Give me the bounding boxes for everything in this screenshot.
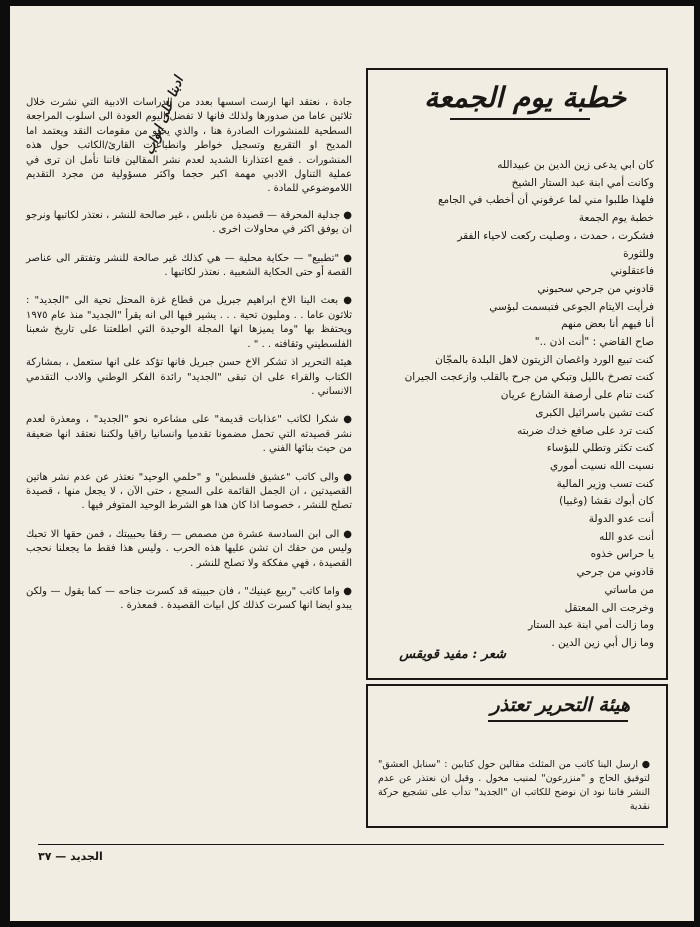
left-column xyxy=(26,86,352,841)
poem-line: وكانت أمي ابنة عبد الستار الشيخ xyxy=(511,176,654,189)
footer-label: الجديد — ٣٧ xyxy=(38,850,103,863)
poem-line: كنت تكثر وتطلي للبؤساء xyxy=(546,442,654,455)
poem-line: صاح القاضي : "أنت اذن .." xyxy=(534,336,654,348)
poem-line: كنت تسب وزير المالية xyxy=(556,477,654,490)
poem-title-underline xyxy=(450,118,590,120)
poem-line: كان أبوك نقشا (وغبيا) xyxy=(559,495,654,508)
left-column-paragraph: ● جدلية المحرقة — قصيدة من نابلس ، غير صالحة للنشر ، نعتذر لكاتبها ونرجو ان يوفق اكثر في محاولات اخرى . xyxy=(26,209,352,236)
poem-line: أنا فيهم أنا بعض منهم xyxy=(561,318,654,331)
poem-line: نسيت الله نسيت أموري xyxy=(549,459,654,472)
editorial-heading: هيئة التحرير تعتذر xyxy=(490,694,630,716)
poem-line: فشكرت ، حمدت ، وصليت ركعت لاحياء الفقر xyxy=(457,229,654,242)
poem-line: قادوني من جرحي سحبوني xyxy=(537,282,654,295)
left-column-paragraph: ● واما كاتب "ربيع عينيك" ، فان حبيبته قد كسرت جناحه — كما يقول — ولكن يبدو ايضا انها كسرت كذلك كل ابيات القصيدة . فمعذرة . xyxy=(26,585,352,612)
poem-line: وما زالت أمي ابنة عبد الستار xyxy=(528,619,654,632)
poem-line: يا حراس خذوه xyxy=(590,548,654,561)
poem-line: كنت ترد على صافع خدك ضربته xyxy=(517,424,654,437)
poem-line: كان ابي يدعى زين الدين بن عبيدالله xyxy=(497,159,654,171)
poem-line: كنت تشين باسرائيل الكبرى xyxy=(535,406,654,419)
footer-rule xyxy=(38,844,664,845)
poem-title: خطبة يوم الجمعة xyxy=(424,81,626,114)
poem-author: شعر : مفيد قويقس xyxy=(399,647,506,662)
left-column-paragraph: جادة ، نعتقد انها ارست اسسها بعدد من الدراسات الادبية التي نشرت خلال ثلاثين عاما من صدورها ولذلك فانها لا تفضل اليوم العودة الى اسلوب المراجعة السطحية للمنشورات الصادرة هنا ، والذي يخلو من مقومات النقد ويعتمد اما المديح او التقريع وتسجيل خواطر وانطباعات القارئ/الكاتب حول هذه المنشورات . فمع اعتذارنا الشديد لعدم نشر المقالين فاننا نأمل ان ترى في عملية التناول الادبي مهمة اكبر حجما واكثر مسؤولية من مجرد التقديم اللاموضوعي للمادة . xyxy=(26,97,352,195)
editorial-text: ● ارسل الينا كاتب من المثلث مقالين حول كتابين : "سنابل العشق" لتوفيق الحاج و "منزرعون" لمنيب مخول . وقبل ان نعتذر عن عدم النشر فاننا نود ان نوضح للكاتب ان "الجديد" تدأب على تشجيع حركة نقدية xyxy=(378,759,650,812)
poem-line: أنت عدو الدولة xyxy=(588,513,654,525)
poem-line: كنت تصرخ بالليل وتبكي من جرح بالقلب وازعجت الجيران xyxy=(404,371,654,384)
left-column-paragraph: هيئة التحرير اذ تشكر الاخ حسن جبريل فانها تؤكد على انها ستعمل ، بمشاركة الكتاب والقراء على ان تبقى "الجديد" رائدة الفكر الوطني والادب التقدمي الانساني . xyxy=(26,357,352,397)
poem-line: كنت تنام على أرصفة الشارع عريان xyxy=(500,389,654,402)
poem-line: من ماساتي xyxy=(604,583,654,596)
left-column-paragraph: ● الى ابن السادسة عشرة من مصمص — رفقا بحبيبتك ، فمن حقها الا تحبك وليس من حقك ان تشن عليها هذه الحرب . وليس هذا فقط ما يجعلنا نحجب القصيدة ، فهي مفككة ولا تصلح للنشر . xyxy=(26,528,352,569)
left-column-paragraph: ● والى كاتب "عشيق فلسطين" و "حلمي الوحيد" نعتذر عن عدم نشر هاتين القصيدتين ، ان الجمل القائمة على السجع ، حتى الآن ، لا يجعل منها ، قصيدة تصلح للنشر ، خصوصا اذا كان هذا هو الشرط الوحيد المتوفر فيها . xyxy=(26,471,352,512)
left-column-paragraph: ● بعث الينا الاخ ابراهيم جبريل من قطاع غزة المحتل تحية الى "الجديد" : ثلاثون عاما . . ومليون تحية . . . يشير فيها الى انه يقرأ "الجديد" منذ عام ١٩٧٥ ويحتفظ بها "وما يميزها انها المجلة الوحيدة التي اطلعتنا على تاريخ شعبنا الفلسطيني وثقافته . . " . xyxy=(26,295,352,350)
poem-line: كنت تبيع الورد واغصان الزيتون لاهل البلدة بالمجّان xyxy=(435,353,654,366)
poem-line: أنت عدو الله xyxy=(599,530,654,543)
magazine-page xyxy=(10,6,694,921)
poem-line: فلهذا طلبوا مني لما عرفوني أن أخطب في الجامع xyxy=(437,194,654,207)
side-heading: ادبنا على ابواب xyxy=(142,74,187,157)
poem-line: وللثورة xyxy=(623,247,654,260)
poem-line: وخرجت الى المعتقل xyxy=(564,601,654,614)
poem-line: وما زال أبي زين الدين . xyxy=(551,636,654,649)
poem-line: فرأيت الايتام الجوعى فتبسمت لبؤسي xyxy=(489,300,654,313)
editorial-heading-underline xyxy=(488,720,628,722)
left-column-paragraph: ● شكرا لكاتب "عذابات قديمة" على مشاعره نحو "الجديد" ، ومعذرة لعدم نشر قصيدته التي تحمل مضمونا تقدميا وانسانيا راقيا ولكننا نعتقد انها ضعيفة من حيث بنائها الفني . xyxy=(26,414,352,455)
poem-line: خطبة يوم الجمعة xyxy=(578,212,654,225)
left-column-paragraph: ● "تطبيع" — حكاية محلية — هي كذلك غير صالحة للنشر وتفتقر الى عناصر القصة أو حتى الحكاية الشعبية . نعتذر لكاتبها . xyxy=(26,252,352,279)
poem-line: قادوني من جرحي xyxy=(576,566,654,579)
poem-line: فاعتقلوني xyxy=(610,265,654,278)
